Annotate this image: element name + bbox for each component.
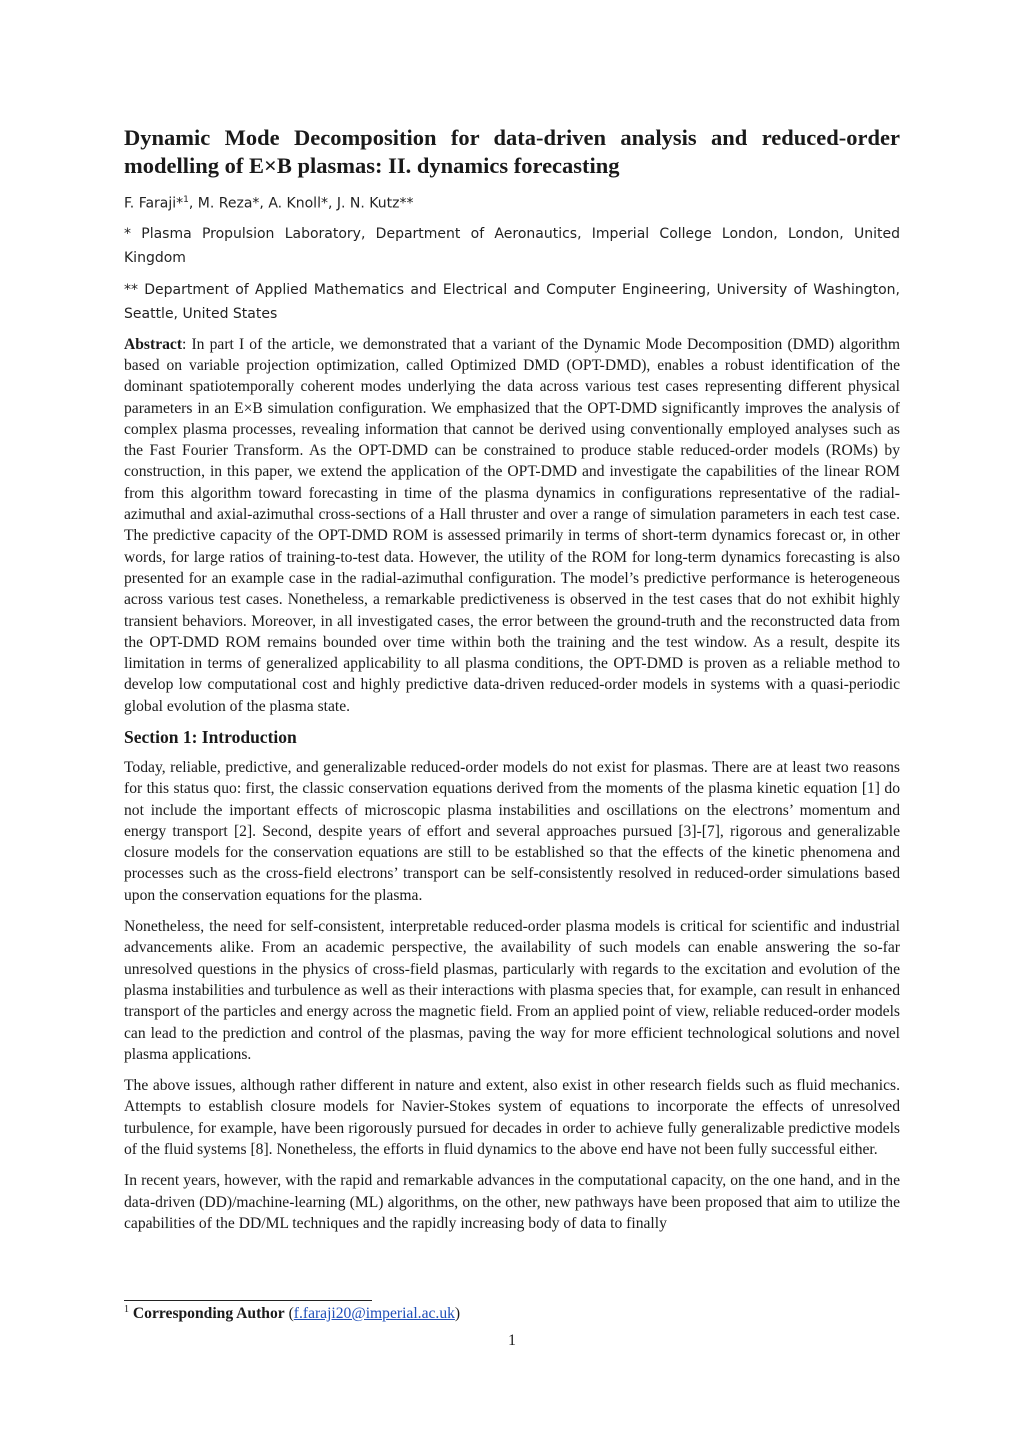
section-heading: Section 1: Introduction (124, 727, 297, 747)
intro-paragraph-2: Nonetheless, the need for self-consistent, interpretable reduced-order plasma models is critical for scientific and industrial advancements alike. From an academic perspective, the availability of such models can enable answering the so-far unresolved questions in the physics of cross-field plasmas, particularly with regards to the excitation and evolution of the plasma instabilities and turbulence as well as their interactions with plasma species that, for example, can result in enhanced transport of the particles and energy across the magnetic field. From an applied point of view, reliable reduced-order models can lead to the prediction and control of the plasmas, paving the way for more efficient technological solutions and novel plasma applications. (124, 918, 900, 1063)
abstract-text: : In part I of the article, we demonstrated that a variant of the Dynamic Mode Decomposition (DMD) algorithm based on variable projection optimization, called Optimized DMD (OPT-DMD), enables a robust identification of the dominant spatiotemporally coherent modes underlying the data across various test cases representing different physical parameters in an E×B simulation configuration. We emphasized that the OPT-DMD significantly improves the analysis of complex plasma processes, revealing information that cannot be derived using conventionally employed analyses such as the Fast Fourier Transform. As the OPT-DMD can be constrained to produce stable reduced-order models (ROMs) by construction, in this paper, we extend the application of the OPT-DMD and investigate the capabilities of the linear ROM from this algorithm toward forecasting in time of the plasma dynamics in configurations representative of the radial-azimuthal and axial-azimuthal cross-sections of a Hall thruster and over a range of simulation parameters in each test case. The predictive capacity of the OPT-DMD ROM is assessed primarily in terms of short-term dynamics forecast or, in other words, for large ratios of training-to-test data. However, the utility of the ROM for long-term dynamics forecasting is also presented for an example case in the radial-azimuthal configuration. The model’s predictive performance is heterogeneous across various test cases. Nonetheless, a remarkable predictiveness is observed in the test cases that do not exhibit highly transient behaviors. Moreover, in all investigated cases, the error between the ground-truth and the reconstructed data from the OPT-DMD ROM remains bounded over time within both the training and the test window. As a result, despite its limitation in terms of generalized applicability to all plasma conditions, the OPT-DMD is proven as a reliable method to develop low computational cost and highly predictive data-driven reduced-order models in systems with a quasi-periodic global evolution of the plasma state. (124, 335, 900, 715)
affiliation-imperial: * Plasma Propulsion Laboratory, Department of Aeronautics, Imperial College London, London, United Kingdom (124, 225, 900, 266)
footnote-open-paren: ( (284, 1305, 294, 1323)
footnote-close-paren: ) (454, 1305, 461, 1323)
abstract-label: Abstract (124, 335, 183, 353)
author-footnote-mark: 1 (183, 195, 189, 205)
affiliation-washington: ** Department of Applied Mathematics and Electrical and Computer Engineering, University of Washington, Seattle, United States (124, 281, 900, 322)
author-others: , M. Reza*, A. Knoll*, J. N. Kutz** (188, 195, 414, 212)
paper-page (124, 120, 900, 1234)
footnote-divider (124, 1300, 372, 1301)
page-number: 1 (508, 1332, 516, 1349)
author-list (124, 190, 900, 214)
intro-paragraph-1: Today, reliable, predictive, and generalizable reduced-order models do not exist for plasmas. There are at least two reasons for this status quo: first, the classic conservation equations derived from the moments of the plasma kinetic equation [1] do not include the important effects of microscopic plasma instabilities and oscillations on the electrons’ momentum and energy transport [2]. Second, despite years of effort and several approaches pursued [3]-[7], rigorous and generalizable closure models for the conservation equations are still to be established so that the effects of the kinetic phenomena and processes such as the cross-field electrons’ transport can be self-consistently resolved in reduced-order simulations based upon the conservation equations for the plasma. (124, 759, 900, 904)
intro-paragraph-4: In recent years, however, with the rapid and remarkable advances in the computational capacity, on the one hand, and in the data-driven (DD)/machine-learning (ML) algorithms, on the other, new pathways have been proposed that aim to utilize the capabilities of the DD/ML techniques and the rapidly increasing body of data to finally (124, 1172, 900, 1232)
title-line-2: modelling of E×B plasmas: II. dynamics forecasting (124, 153, 620, 178)
email-link[interactable]: f.faraji20@imperial.ac.uk (293, 1305, 455, 1323)
title-line-1: Dynamic Mode Decomposition for data-driven analysis and reduced-order (124, 125, 900, 150)
footnote-label: Corresponding Author (132, 1305, 285, 1323)
footnote (124, 1304, 460, 1323)
paper-title (124, 124, 900, 180)
footnote-mark: 1 (124, 1304, 129, 1315)
intro-paragraph-3: The above issues, although rather different in nature and extent, also exist in other research fields such as fluid mechanics. Attempts to establish closure models for Navier-Stokes system of equations to incorporate the effects of unresolved turbulence, for example, have been rigorously pursued for decades in order to achieve fully generalizable predictive models of the fluid systems [8]. Nonetheless, the efforts in fluid dynamics to the above end have not been fully successful either. (124, 1077, 900, 1159)
abstract (124, 334, 900, 717)
author-faraji: F. Faraji* (124, 195, 184, 212)
